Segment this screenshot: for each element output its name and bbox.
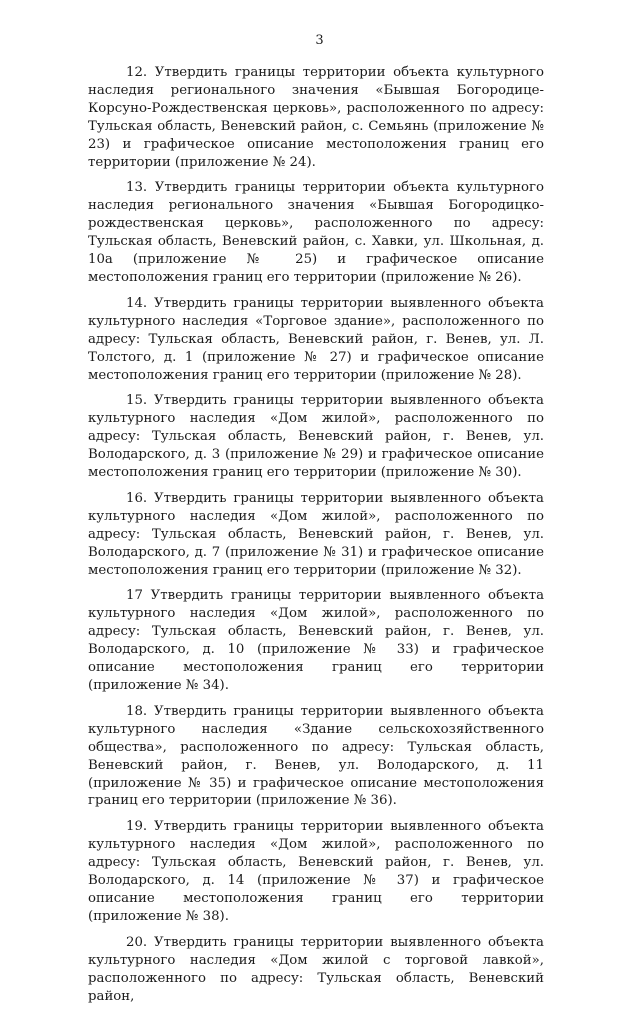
paragraph-18: 18. Утвердить границы территории выявленного объекта культурного наследия «Здание сельскохозяйственного общества», расположенного по адресу: Тульская область, Веневский район, г. Венев, ул. Володарского, д. 11 (приложение № 35) и графическое описание местоположения границ его территории (приложение № 36). bbox=[88, 703, 544, 809]
paragraph-19: 19. Утвердить границы территории выявленного объекта культурного наследия «Дом жилой», расположенного по адресу: Тульская область, Веневский район, г. Венев, ул. Володарского, д. 14 (приложение № 37) и графическое описание местоположения границ его территории (приложение № 38). bbox=[88, 819, 544, 924]
paragraph-17: 17 Утвердить границы территории выявленного объекта культурного наследия «Дом жилой», расположенного по адресу: Тульская область, Веневский район, г. Венев, ул. Володарского, д. 10 (приложение № 33) и графическое описание местоположения границ его территории (приложение № 34). bbox=[88, 588, 544, 693]
paragraph-14: 14. Утвердить границы территории выявленного объекта культурного наследия «Торговое здание», расположенного по адресу: Тульская область, Веневский район, г. Венев, ул. Л. Толстого, д. 1 (приложение № 27) и графическое описание местоположения границ его территории (приложение № 28). bbox=[88, 295, 544, 383]
paragraph-12: 12. Утвердить границы территории объекта культурного наследия регионального значения «Бывшая Богородице-Корсуно-Рождественская церковь», расположенного по адресу: Тульская область, Веневский район, с. Семьянь (приложение № 23) и графическое описание местоположения границ его территории (приложение № 24). bbox=[88, 65, 544, 170]
paragraph-15: 15. Утвердить границы территории выявленного объекта культурного наследия «Дом жилой», расположенного по адресу: Тульская область, Веневский район, г. Венев, ул. Володарского, д. 3 (приложение № 29) и графическое описание местоположения границ его территории (приложение № 30). bbox=[88, 393, 544, 481]
paragraph-16: 16. Утвердить границы территории выявленного объекта культурного наследия «Дом жилой», расположенного по адресу: Тульская область, Веневский район, г. Венев, ул. Володарского, д. 7 (приложение № 31) и графическое описание местоположения границ его территории (приложение № 32). bbox=[88, 490, 544, 578]
page-number: 3 bbox=[315, 33, 324, 48]
document-body bbox=[88, 64, 544, 1013]
paragraph-13: 13. Утвердить границы территории объекта культурного наследия регионального значения «Бывшая Богородицко-рождественская церковь», расположенного по адресу: Тульская область, Веневский район, с. Хавки, ул. Школьная, д. 10а (приложение № 25) и графическое описание местоположения границ его территории (приложение № 26). bbox=[88, 180, 544, 285]
paragraph-20: 20. Утвердить границы территории выявленного объекта культурного наследия «Дом жилой с торговой лавкой», расположенного по адресу: Тульская область, Веневский район, bbox=[88, 934, 544, 1004]
